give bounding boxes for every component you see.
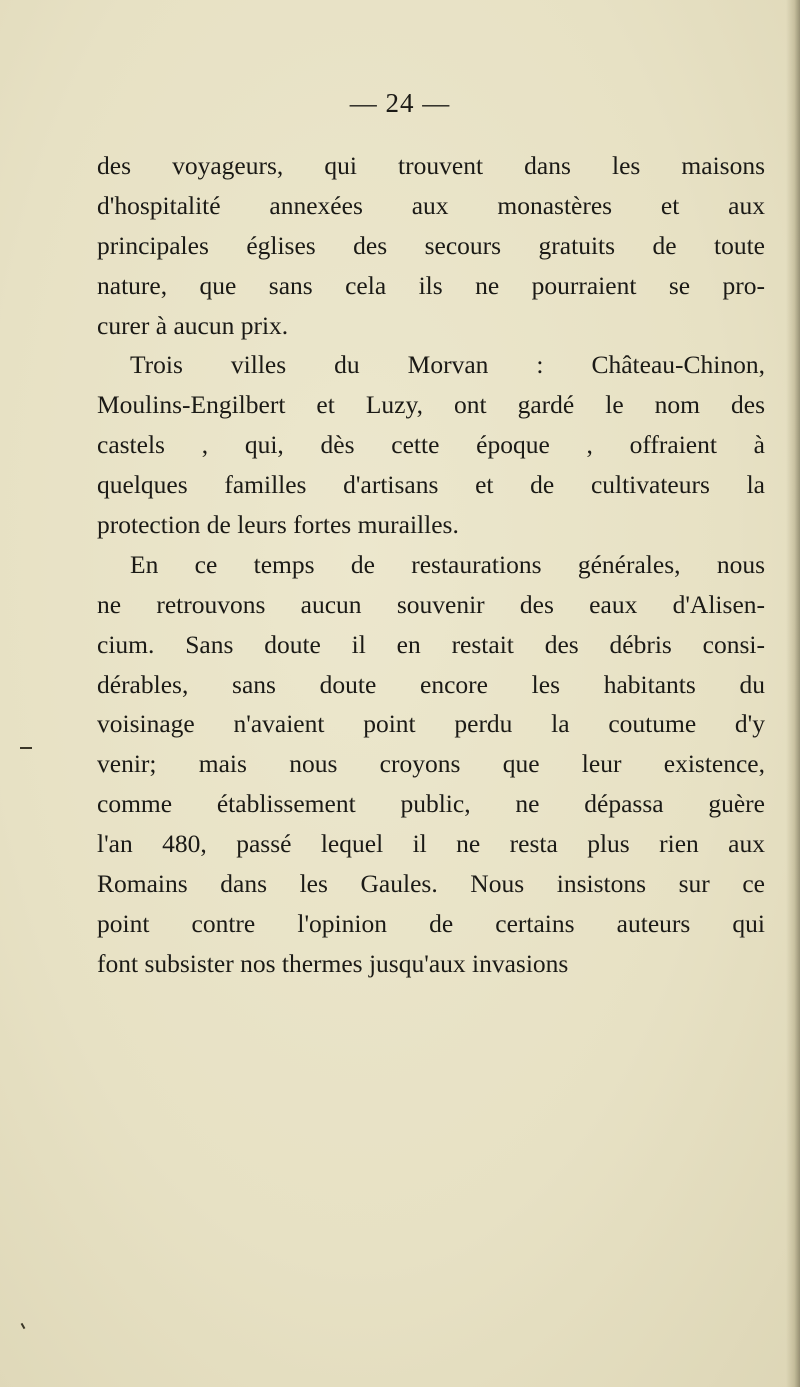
text-line: comme établissement public, ne dépassa guère [97, 789, 765, 819]
page-edge-shadow [786, 0, 800, 1387]
body-text [97, 146, 765, 984]
text-line: voisinage n'avaient point perdu la coutume d'y [97, 709, 765, 739]
text-line: point contre l'opinion de certains auteurs qui [97, 908, 765, 938]
text-line: curer à aucun prix. [97, 310, 289, 340]
page-number: — 24 — [349, 88, 451, 118]
text-line: protection de leurs fortes murailles. [97, 510, 459, 540]
text-line: Moulins-Engilbert et Luzy, ont gardé le nom des [97, 390, 765, 420]
text-line: des voyageurs, qui trouvent dans les maisons [97, 151, 765, 180]
text-line: font subsister nos thermes jusqu'aux invasions [97, 948, 569, 978]
text-line: quelques familles d'artisans et de cultivateurs la [97, 470, 765, 500]
text-line: Romains dans les Gaules. Nous insistons sur ce [97, 869, 765, 899]
text-line: cium. Sans doute il en restait des débris consi- [97, 629, 765, 659]
text-line: venir; mais nous croyons que leur existence, [97, 749, 765, 779]
text-line: l'an 480, passé lequel il ne resta plus rien aux [97, 829, 765, 859]
text-line: d'hospitalité annexées aux monastères et aux [97, 190, 765, 220]
text-line: castels , qui, dès cette époque , offraient à [97, 430, 765, 460]
text-line: dérables, sans doute encore les habitants du [97, 669, 765, 699]
text-line: En ce temps de restaurations générales, nous [130, 549, 765, 579]
margin-mark [21, 1323, 26, 1329]
margin-mark [20, 747, 32, 749]
text-line: Trois villes du Morvan : Château-Chinon, [130, 350, 765, 380]
text-line: principales églises des secours gratuits de toute [97, 230, 765, 260]
text-line: nature, que sans cela ils ne pourraient se pro- [97, 270, 765, 300]
text-line: ne retrouvons aucun souvenir des eaux d'Alisen- [97, 589, 765, 619]
